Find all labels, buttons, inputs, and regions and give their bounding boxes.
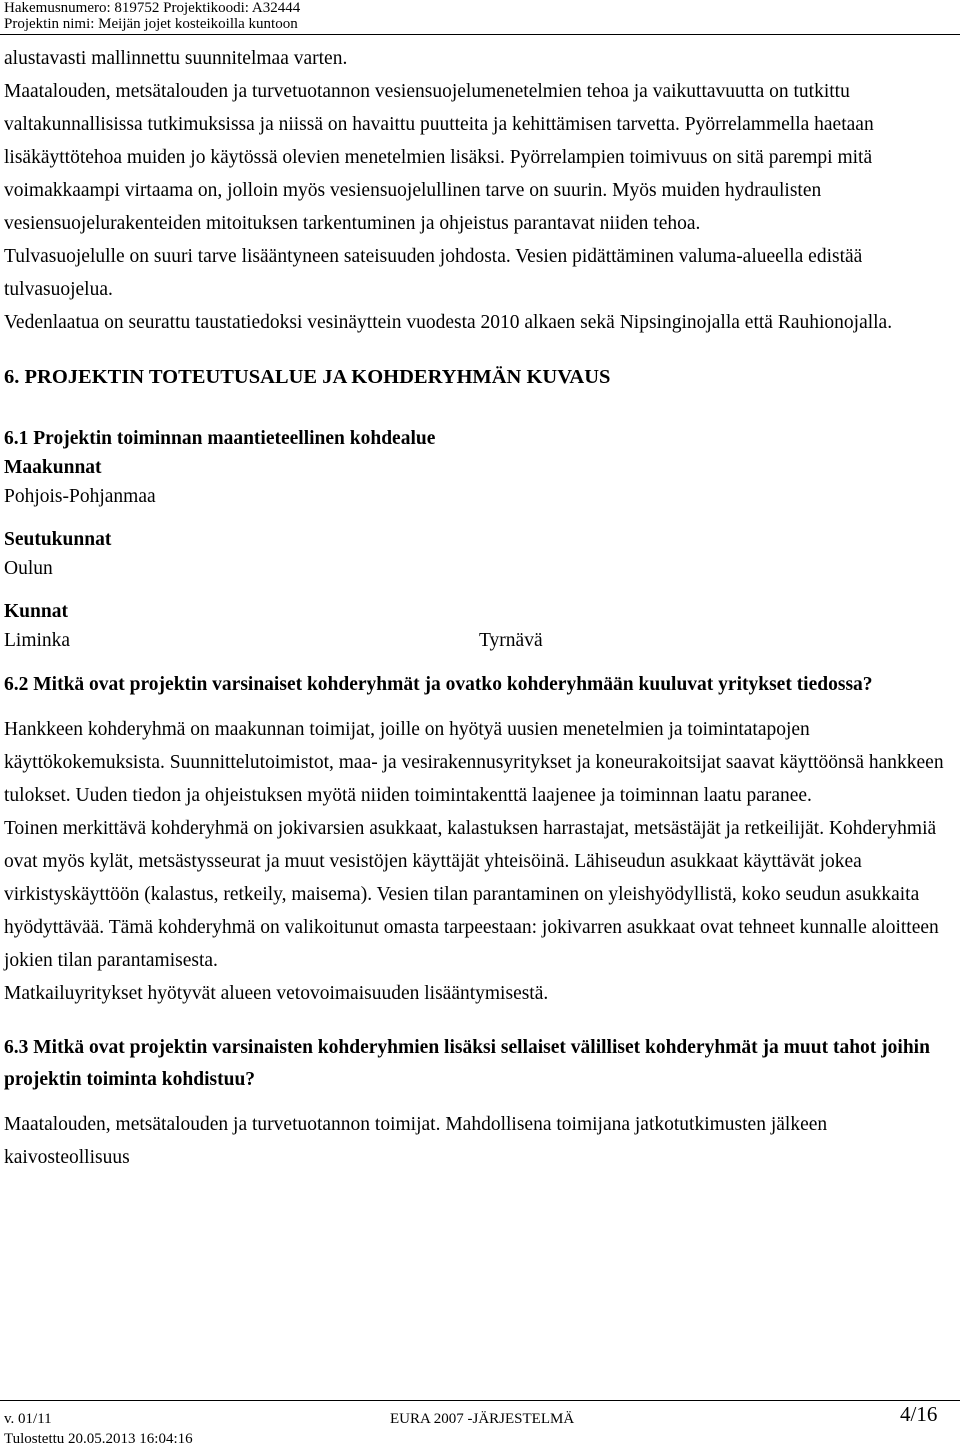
maakunnat-label: Maakunnat — [4, 457, 102, 478]
document-body — [4, 42, 956, 1174]
page-number: 4/16 — [900, 1402, 938, 1426]
page-header — [0, 0, 960, 34]
kunnat-label: Kunnat — [4, 601, 68, 622]
system-name: EURA 2007 -JÄRJESTELMÄ — [390, 1411, 575, 1427]
paragraph: Maatalouden, metsätalouden ja turvetuotannon vesiensuojelumenetelmien tehoa ja vaikuttavuutta on tutkittu valtakunnallisissa tutkimuksissa ja niissä on havaittu puutteita ja kehittämisen tarvetta. Pyörrelammella haetaan lisäkäyttötehoa muiden jo käytössä olevien menetelmien lisäksi. Pyörrelampien toimivuus on sitä parempi mitä voimakkaampi virtaama on, jolloin myös vesiensuojelullinen tarve on suurin. Myös muiden hydraulisten vesiensuojelurakenteiden mitoituksen tarkentuminen ja ohjeistus parantavat niiden tehoa. — [4, 81, 874, 234]
project-name: Projektin nimi: Meijän jojet kosteikoilla kuntoon — [4, 16, 298, 32]
kunta-tyrnava: Tyrnävä — [479, 630, 543, 651]
paragraph: Tulvasuojelulle on suuri tarve lisääntyneen sateisuuden johdosta. Vesien pidättäminen valuma-alueella edistää tulvasuojelua. — [4, 246, 863, 300]
maakunnat-value: Pohjois-Pohjanmaa — [4, 486, 156, 507]
print-timestamp: Tulostettu 20.05.2013 16:04:16 — [4, 1431, 193, 1447]
seutukunnat-value: Oulun — [4, 558, 53, 579]
kunta-liminka: Liminka — [4, 630, 71, 651]
paragraph: alustavasti mallinnettu suunnitelmaa varten. — [4, 48, 348, 69]
section-6-3-heading: 6.3 Mitkä ovat projektin varsinaisten kohderyhmien lisäksi sellaiset välilliset kohderyhmät ja muut tahot joihin projektin toiminta kohdistuu? — [4, 1037, 930, 1090]
footer-divider — [0, 1400, 960, 1401]
paragraph: Matkailuyritykset hyötyvät alueen vetovoimaisuuden lisääntymisestä. — [4, 983, 549, 1004]
header-divider — [0, 34, 960, 35]
version-label: v. 01/11 — [4, 1411, 52, 1427]
section-6-1-heading: 6.1 Projektin toiminnan maantieteellinen kohdealue — [4, 428, 436, 449]
application-info: Hakemusnumero: 819752 Projektikoodi: A32444 — [4, 0, 301, 16]
paragraph: Maatalouden, metsätalouden ja turvetuotannon toimijat. Mahdollisena toimijana jatkotutkimusten jälkeen kaivosteollisuus — [4, 1114, 828, 1168]
paragraph: Toinen merkittävä kohderyhmä on jokivarsien asukkaat, kalastuksen harrastajat, metsästäjät ja retkeilijät. Kohderyhmiä ovat myös kylät, metsästysseurat ja muut vesistöjen käyttäjät yhteisöinä. Lähiseudun asukkaat käyttävät jokea virkistyskäyttöön (kalastus, retkeily, maisema). Vesien tilan parantaminen on yleishyödyllistä, koko seudun asukkaita hyödyttävää. Tämä kohderyhmä on valikoitunut omasta tarpeestaan: jokivarren asukkaat ovat tehneet kunnalle aloitteen jokien tilan parantamisesta. — [4, 818, 939, 971]
kunnat-row — [4, 626, 956, 655]
section-6-heading: 6. PROJEKTIN TOTEUTUSALUE JA KOHDERYHMÄN KUVAUS — [4, 366, 611, 388]
section-6-2-heading: 6.2 Mitkä ovat projektin varsinaiset kohderyhmät ja ovatko kohderyhmään kuuluvat yritykset tiedossa? — [4, 674, 873, 695]
paragraph: Hankkeen kohderyhmä on maakunnan toimijat, joille on hyötyä uusien menetelmien ja toimintatapojen käyttökokemuksista. Suunnittelutoimistot, maa- ja vesirakennusyritykset ja koneurakoitsijat saavat käyttöönsä hankkeen tulokset. Uuden tiedon ja ohjeistuksen myötä niiden toimintakenttä laajenee ja toiminnan laatu paranee. — [4, 719, 944, 806]
paragraph: Vedenlaatua on seurattu taustatiedoksi vesinäyttein vuodesta 2010 alkaen sekä Nipsinginojalla että Rauhionojalla. — [4, 312, 893, 333]
seutukunnat-label: Seutukunnat — [4, 529, 112, 550]
